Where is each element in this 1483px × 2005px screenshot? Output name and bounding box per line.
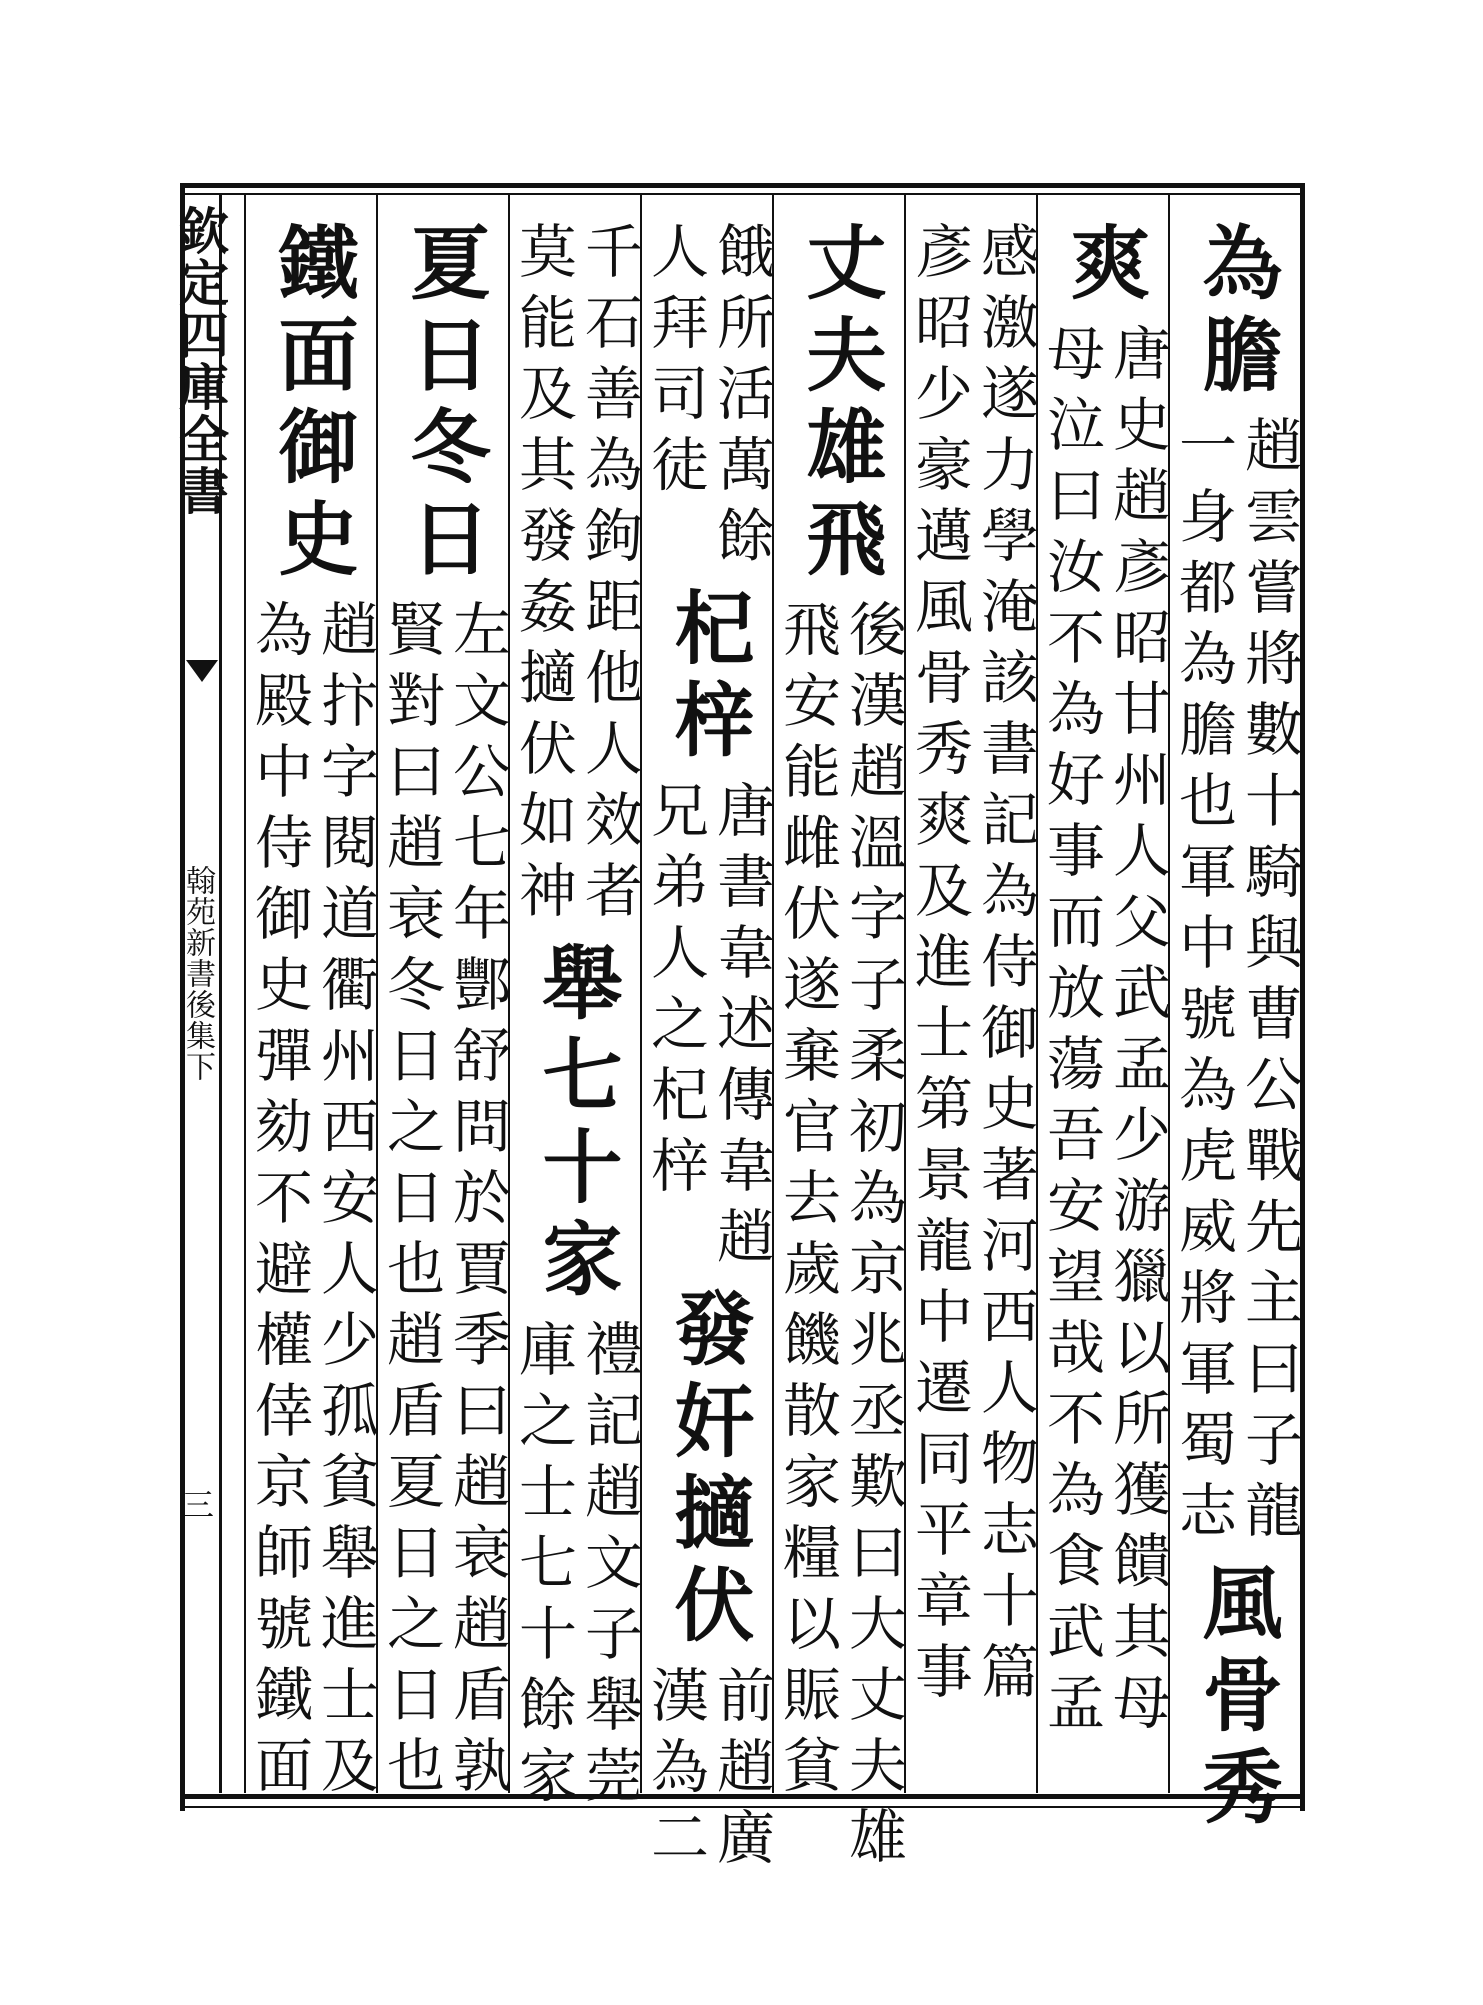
heading-phrase: 風骨秀 [1189, 1561, 1283, 1837]
heading-phrase: 為膽 [1189, 221, 1283, 405]
annotation-line-right: 唐書韋述傳韋趙 [707, 780, 775, 1277]
annotation-line-left: 母泣曰汝不為好事而放蕩吾安望哉不為食武孟 [1037, 323, 1105, 1743]
heading-phrase: 爽 [1057, 221, 1151, 313]
annotation-line-left: 一身都為膽也軍中號為虎威將軍蜀志 [1169, 415, 1237, 1551]
annotation-line-left: 漢為二 [641, 1665, 709, 1878]
annotation-line-right: 感激遂力學淹該書記為侍御史著河西人物志十篇 [971, 221, 1039, 1712]
heading-phrase: 發奸擿伏 [661, 1287, 755, 1655]
text-column [772, 193, 907, 1877]
heading-phrase: 夏日冬日 [397, 221, 491, 589]
annotation-line-right: 餓所活萬餘 [707, 221, 775, 576]
annotation-line-left: 人拜司徒 [641, 221, 709, 505]
heading-phrase: 鐵面御史 [265, 221, 359, 589]
annotation-line-right: 趙雲嘗將數十騎與曹公戰先主曰子龍 [1235, 415, 1303, 1551]
heading-phrase: 丈夫雄飛 [793, 221, 887, 589]
annotation-line-left: 庫之士七十餘家 [509, 1319, 577, 1816]
page-number: 三 [177, 1488, 215, 1520]
heading-phrase: 舉七十家 [529, 941, 623, 1309]
text-column [376, 193, 511, 1806]
annotation-line-left: 彥昭少豪邁風骨秀爽及進士第景龍中遷同平章事 [905, 221, 973, 1712]
text-column [640, 193, 775, 1878]
annotation-line-left: 賢對曰趙衰冬日之日也趙盾夏日之日也 [377, 599, 445, 1806]
text-column [904, 193, 1038, 1793]
annotation-line-right: 左文公七年酆舒問於賈季曰趙衰趙盾孰 [443, 599, 511, 1806]
annotation-line-right: 禮記趙文子舉莞 [575, 1319, 643, 1816]
heading-phrase: 杞梓 [661, 586, 755, 770]
annotation-line-right: 趙抃字閱道衢州西安人少孤貧舉進士及 [311, 599, 379, 1806]
frame-top-border [180, 183, 1305, 188]
annotation-line-right: 唐史趙彥昭甘州人父武孟少游獵以所獲饋其母 [1103, 323, 1171, 1743]
book-title: 翰苑新書後集下 [180, 865, 215, 1082]
annotation-line-right: 千石善為鉤距他人效者 [575, 221, 643, 931]
annotation-line-left: 飛安能雌伏遂棄官去歲饑散家糧以賑貧 [773, 599, 841, 1806]
annotation-line-left: 為殿中侍御史彈劾不避權倖京師號鐵面 [245, 599, 313, 1806]
text-column [1168, 193, 1303, 1837]
annotation-line-right: 前趙廣 [707, 1665, 775, 1878]
annotation-line-right: 後漢趙溫字子柔初為京兆丞歎曰大丈夫雄 [839, 599, 907, 1877]
text-column [1036, 193, 1170, 1793]
text-column [244, 193, 379, 1806]
text-column [508, 193, 643, 1816]
fishtail-mark [186, 660, 218, 682]
annotation-line-left: 莫能及其發姦擿伏如神 [509, 221, 577, 931]
collection-title: 欽定四庫全書 [171, 205, 230, 517]
annotation-line-left: 兄弟人之杞梓 [641, 780, 709, 1206]
